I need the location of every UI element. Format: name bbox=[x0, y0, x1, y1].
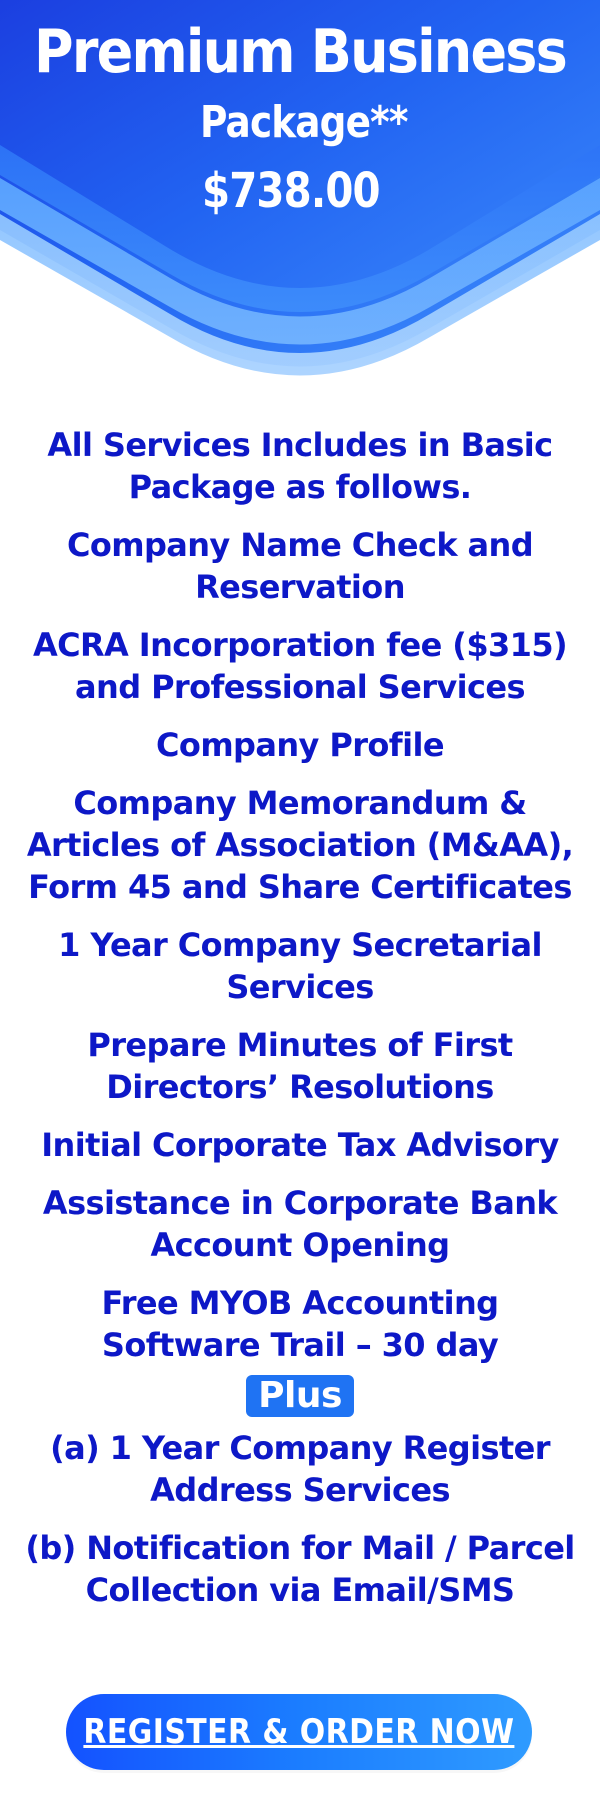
service-item-basic-package: All Services Includes in Basic Package as follows. bbox=[47, 426, 553, 506]
register-order-button[interactable] bbox=[66, 1694, 532, 1770]
service-item-myob-trial: Free MYOB Accounting Software Trail – 30 day bbox=[101, 1284, 499, 1364]
package-title: Premium Business bbox=[34, 17, 566, 87]
service-item-acra-fee: ACRA Incorporation fee ($315) and Professional Services bbox=[32, 626, 568, 706]
extra-item-mail-notification: (b) Notification for Mail / Parcel Collection via Email/SMS bbox=[25, 1529, 575, 1609]
package-subtitle: Package** bbox=[200, 97, 408, 148]
service-item-tax-advisory: Initial Corporate Tax Advisory bbox=[41, 1126, 559, 1164]
service-item-company-secretarial: 1 Year Company Secretarial Services bbox=[58, 926, 542, 1006]
service-item-directors-resolutions: Prepare Minutes of First Directors’ Resolutions bbox=[87, 1026, 513, 1106]
service-item-company-profile: Company Profile bbox=[156, 726, 444, 764]
hero-text-block bbox=[0, 0, 600, 260]
service-item-name-check: Company Name Check and Reservation bbox=[66, 526, 534, 606]
service-item-maa-form45: Company Memorandum & Articles of Association (M&AA), Form 45 and Share Certificates bbox=[26, 784, 574, 906]
package-price: $738.00 bbox=[202, 163, 380, 219]
register-order-label: REGISTER & ORDER NOW bbox=[83, 1712, 515, 1752]
services-list bbox=[20, 424, 580, 1627]
plus-badge: Plus bbox=[246, 1375, 354, 1417]
extra-item-register-address: (a) 1 Year Company Register Address Services bbox=[50, 1429, 550, 1509]
plus-badge-wrapper bbox=[20, 1375, 580, 1417]
service-item-bank-account: Assistance in Corporate Bank Account Opening bbox=[42, 1184, 558, 1264]
